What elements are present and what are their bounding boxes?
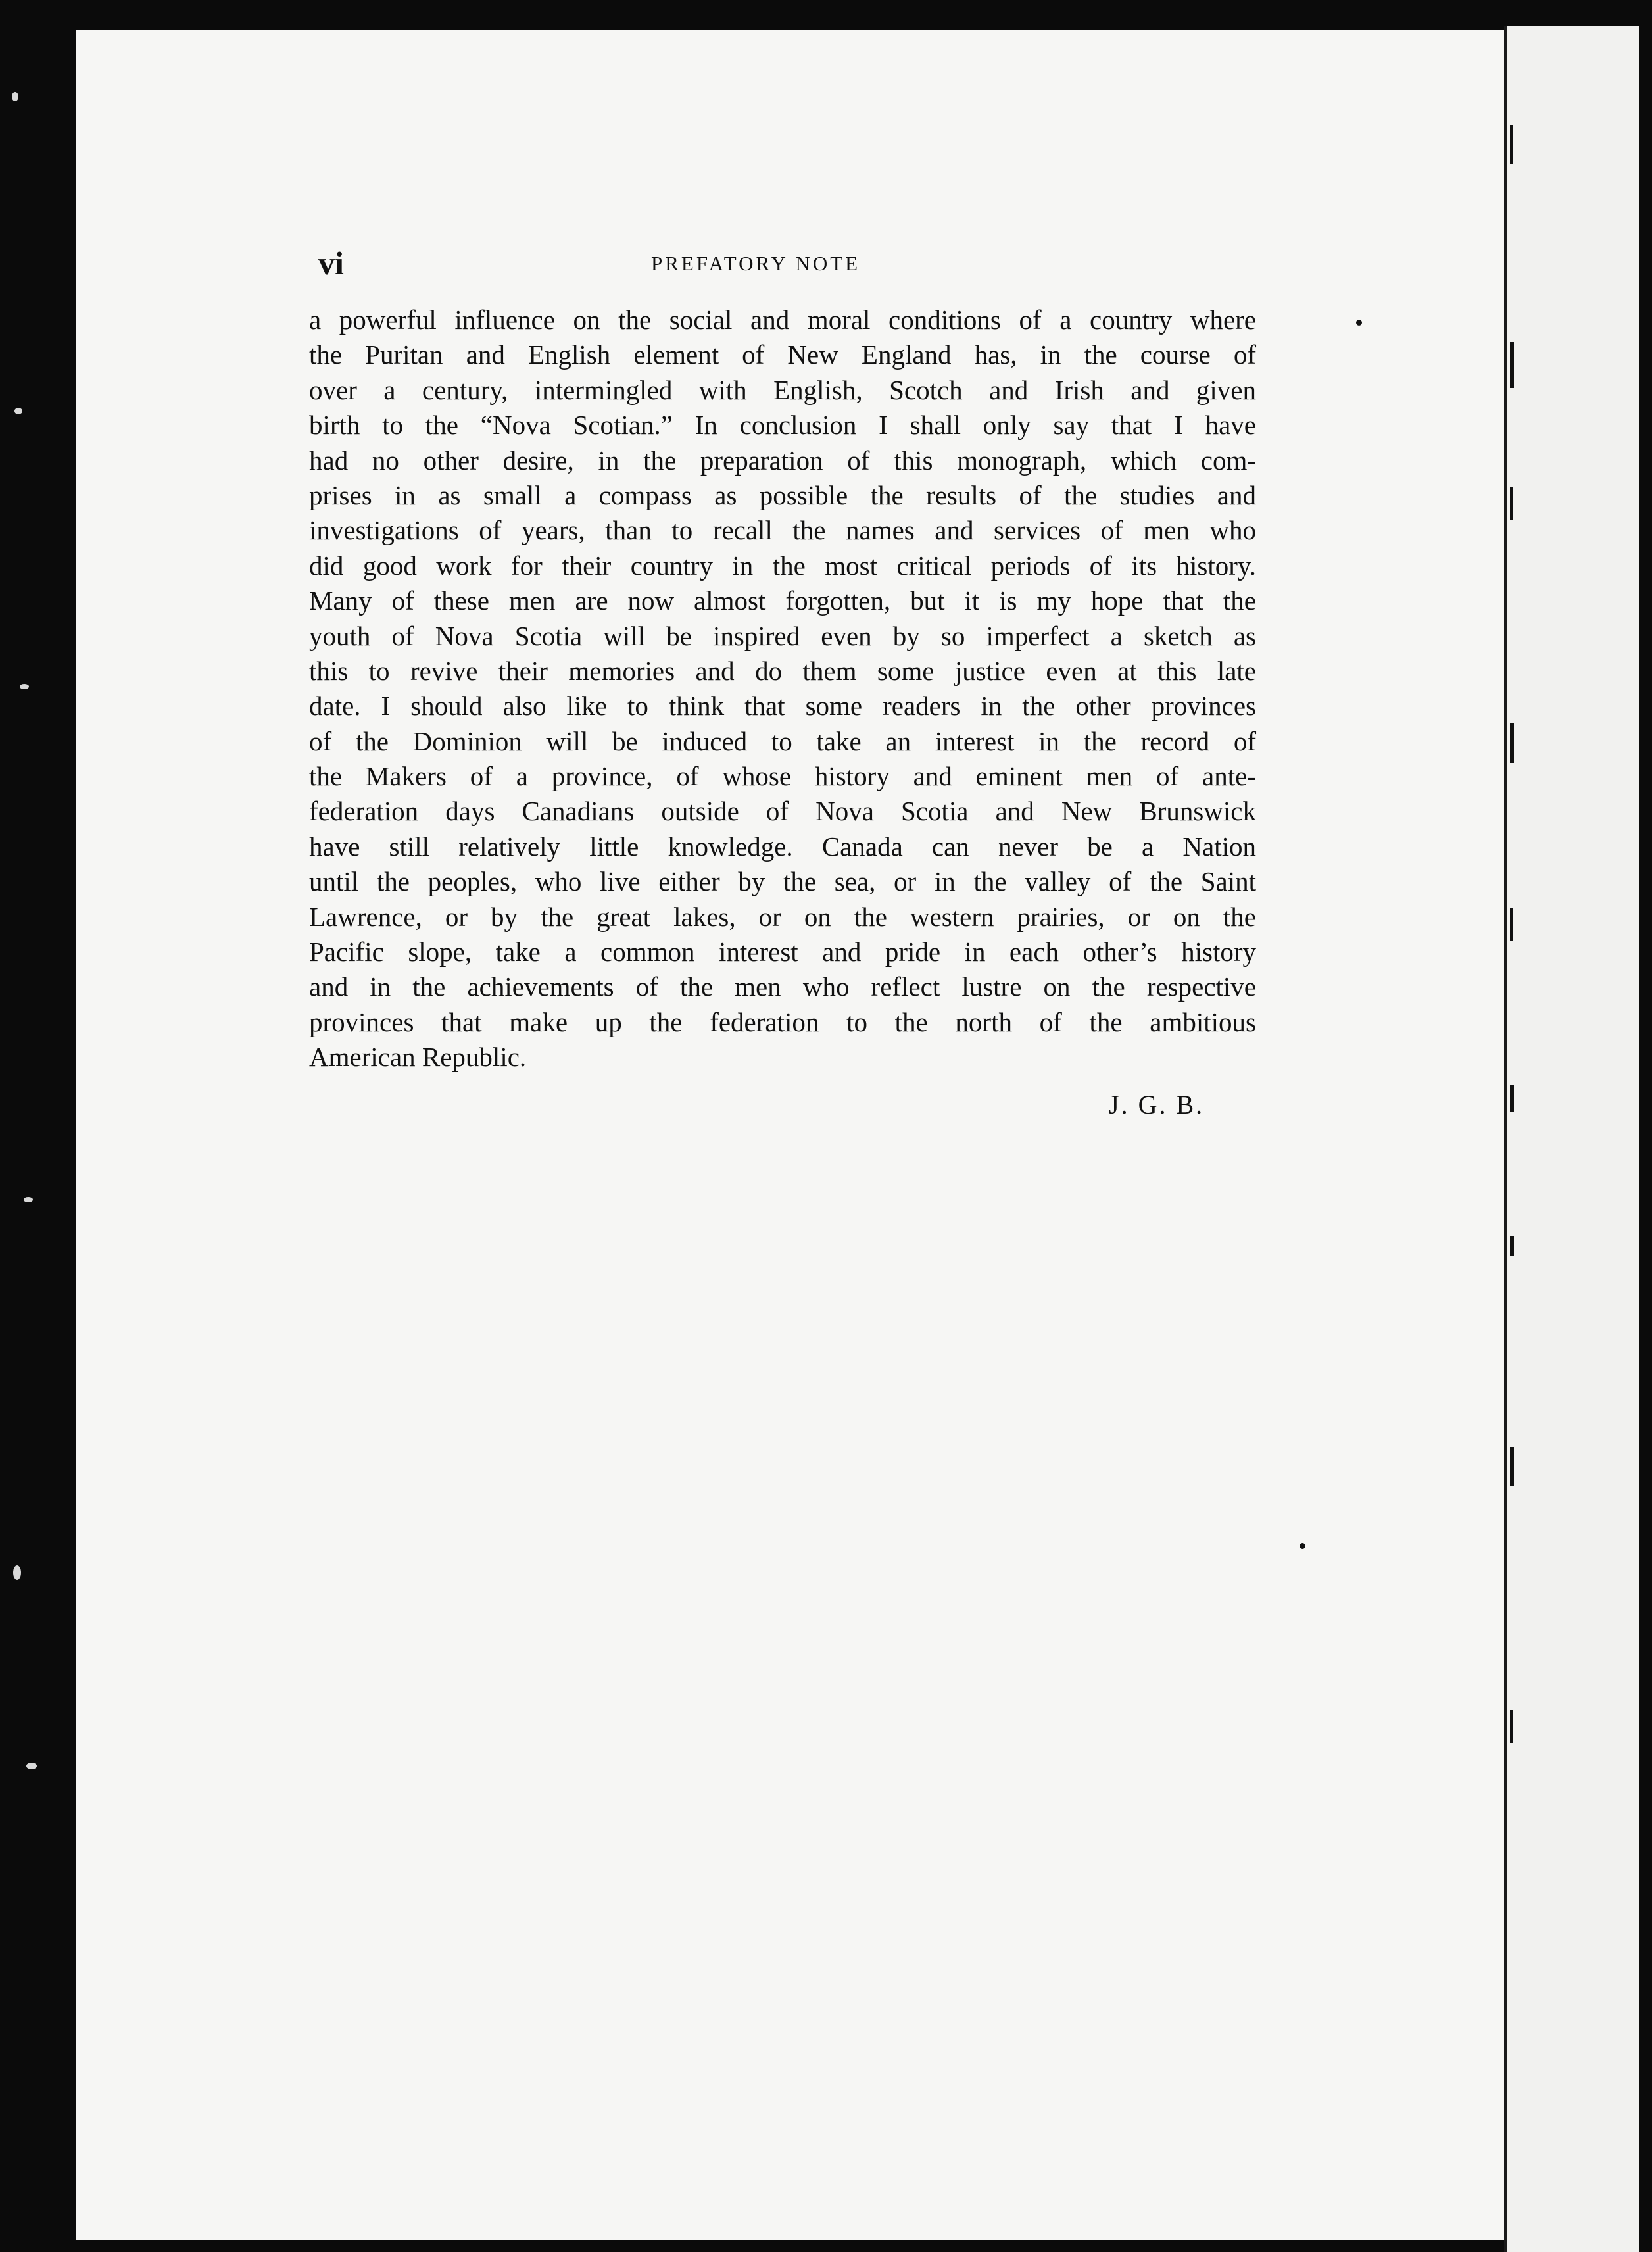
gutter-mark — [1510, 342, 1514, 388]
text-line: birth to the “Nova Scotian.” In conclusion I shall only say that I have — [309, 410, 1256, 441]
text-line: have still relatively little knowledge. Canada can never be a Nation — [309, 831, 1256, 862]
page-number: vi — [318, 245, 344, 282]
text-line: a powerful influence on the social and moral conditions of a country where — [309, 305, 1256, 335]
body-paragraph — [309, 303, 1256, 1075]
text-line: youth of Nova Scotia will be inspired even by so imperfect a sketch as — [309, 620, 1256, 651]
gutter-mark — [1510, 1085, 1514, 1112]
scan-speck — [26, 1763, 37, 1769]
text-line: Pacific slope, take a common interest and pride in each other’s history — [309, 937, 1256, 967]
text-line: the Makers of a province, of whose history and eminent men of ante- — [309, 761, 1256, 792]
text-line: date. I should also like to think that some readers in the other provinces — [309, 691, 1256, 722]
ink-dot — [1356, 320, 1362, 326]
gutter-mark — [1510, 1710, 1513, 1743]
scan-speck — [24, 1197, 33, 1202]
scan-speck — [14, 408, 22, 414]
scan-speck — [12, 92, 18, 101]
gutter-mark — [1510, 125, 1513, 164]
author-initials: J. G. B. — [1109, 1090, 1205, 1119]
scan-top-border — [0, 0, 1652, 30]
page-header — [309, 243, 1269, 283]
scan-right-border — [1639, 0, 1652, 2252]
text-line: prises in as small a compass as possible the results of the studies and — [309, 479, 1256, 510]
text-line: and in the achievements of the men who reflect lustre on the respective — [309, 971, 1256, 1002]
running-head: PREFATORY NOTE — [651, 252, 861, 275]
ink-dot — [1300, 1543, 1305, 1549]
text-line: investigations of years, than to recall the names and services of men who — [309, 515, 1256, 546]
text-line: provinces that make up the federation to the north of the ambitious — [309, 1006, 1256, 1037]
text-line: this to revive their memories and do them some justice even at this late — [309, 655, 1256, 686]
gutter-mark — [1510, 1447, 1514, 1486]
scan-speck — [20, 684, 29, 689]
gutter-mark — [1510, 1236, 1514, 1256]
text-line: of the Dominion will be induced to take an interest in the record of — [309, 725, 1256, 756]
text-line: until the peoples, who live either by the sea, or in the valley of the Saint — [309, 866, 1256, 897]
text-line: did good work for their country in the most critical periods of its history. — [309, 550, 1256, 581]
text-line: American Republic. — [309, 1042, 527, 1073]
page-gutter-line — [1504, 26, 1507, 2252]
gutter-mark — [1510, 487, 1513, 520]
text-line: federation days Canadians outside of Nova Scotia and New Brunswick — [309, 796, 1256, 827]
gutter-mark — [1510, 723, 1514, 763]
text-line: Many of these men are now almost forgotten, but it is my hope that the — [309, 585, 1256, 616]
text-line: Lawrence, or by the great lakes, or on the western prairies, or on the — [309, 901, 1256, 932]
scan-speck — [13, 1565, 21, 1580]
text-line: had no other desire, in the preparation of this monograph, which com- — [309, 445, 1256, 476]
text-line: the Puritan and English element of New England has, in the course of — [309, 339, 1256, 370]
text-line: over a century, intermingled with English, Scotch and Irish and given — [309, 374, 1256, 405]
adjacent-page-edge — [1504, 26, 1652, 2252]
gutter-mark — [1510, 908, 1513, 941]
